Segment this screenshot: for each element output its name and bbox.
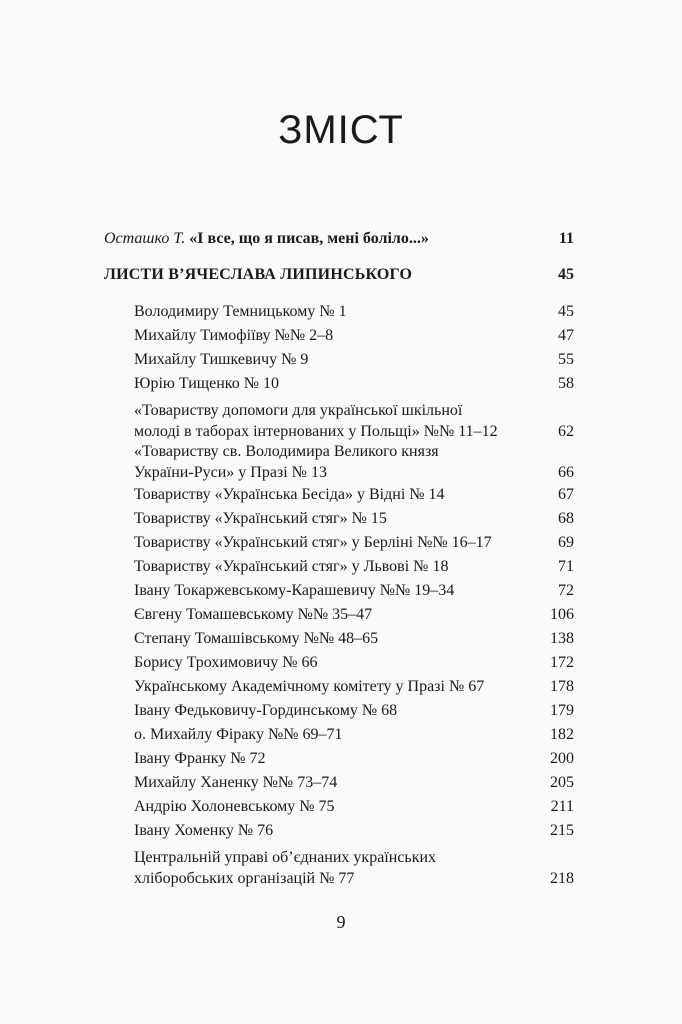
toc-entry-title <box>134 847 574 889</box>
toc-entry-page: 218 <box>550 870 574 887</box>
toc-section-heading <box>104 264 574 285</box>
toc-entry-page: 47 <box>558 327 574 344</box>
toc-entry-line1: Борису Трохимовичу № 66 <box>134 654 318 671</box>
toc-entry <box>134 325 574 346</box>
toc-entry-page: 106 <box>550 606 574 623</box>
toc-entry <box>134 820 574 841</box>
toc-entry-title <box>134 325 574 346</box>
toc-entry-intro <box>104 228 574 249</box>
toc-entry-line1: Товариству «Українська Бесіда» у Відні № 14 <box>134 486 445 503</box>
toc-entry <box>134 400 574 442</box>
toc-entry-line1: «Товариству допомоги для української шкільної <box>134 402 463 419</box>
toc-entry-page: 62 <box>558 423 574 440</box>
toc-entry-page: 66 <box>558 464 574 481</box>
toc-entry-title <box>134 349 574 370</box>
toc-entry-line1: Товариству «Український стяг» у Берліні №№ 16–17 <box>134 534 492 551</box>
toc-entry-page: 172 <box>550 654 574 671</box>
toc-entry <box>134 441 574 483</box>
toc-entry <box>134 508 574 529</box>
toc-entry-title <box>134 604 574 625</box>
toc-entry-title <box>134 820 574 841</box>
toc-entry-title <box>134 441 574 483</box>
page-title: ЗМІСТ <box>278 108 404 152</box>
toc-entry-page: 68 <box>558 510 574 527</box>
toc-entry <box>134 700 574 721</box>
toc-entry-line1: Українському Академічному комітету у Празі № 67 <box>134 678 485 695</box>
toc-entry <box>134 604 574 625</box>
toc-entry-line1: Михайлу Тишкевичу № 9 <box>134 351 309 368</box>
toc-entry-line1: Михайлу Тимофіїву №№ 2–8 <box>134 327 334 344</box>
toc-entry-title <box>134 532 574 553</box>
toc-entry <box>134 301 574 322</box>
toc-entry-line2: хліборобських організацій № 77 <box>134 870 355 887</box>
toc-entry-title <box>134 400 574 442</box>
toc-entry-line1: Центральній управі об’єднаних українських <box>134 849 437 866</box>
toc-entry <box>134 676 574 697</box>
toc-entry <box>134 652 574 673</box>
toc-entry-page: 182 <box>550 726 574 743</box>
toc-entry <box>134 580 574 601</box>
toc-entry-page: 72 <box>558 582 574 599</box>
toc-entry-line1: Товариству «Український стяг» у Львові № 18 <box>134 558 449 575</box>
toc-entry <box>134 772 574 793</box>
toc-entry-page: 211 <box>550 798 574 815</box>
page-number: 9 <box>336 912 346 932</box>
toc-entry-line1: Івану Хоменку № 76 <box>134 822 274 839</box>
toc-entry-title <box>134 628 574 649</box>
toc-entry-title <box>134 748 574 769</box>
toc-entry <box>134 532 574 553</box>
toc-entry <box>134 484 574 505</box>
toc-entry-line1: Євгену Томашевському №№ 35–47 <box>134 606 373 623</box>
toc-entry-line2: молоді в таборах інтернованих у Польщі» №№ 11–12 <box>134 423 498 440</box>
toc-entry-page: 58 <box>558 375 574 392</box>
toc-entry-line1: Юрію Тищенко № 10 <box>134 375 279 392</box>
intro-author: Осташко Т. <box>104 230 186 247</box>
toc-entry-title <box>134 373 574 394</box>
toc-entry-page: 69 <box>558 534 574 551</box>
toc-entry-title <box>134 676 574 697</box>
toc-entry-page: 178 <box>550 678 574 695</box>
toc-entry-title <box>134 556 574 577</box>
toc-entry-line1: Володимиру Темницькому № 1 <box>134 303 347 320</box>
section-label: ЛИСТИ В’ЯЧЕСЛАВА ЛИПИНСЬКОГО <box>104 266 413 283</box>
toc-entry-line1: Івану Федьковичу-Гординському № 68 <box>134 702 398 719</box>
toc-entry-page: 45 <box>558 303 574 320</box>
toc-entry-page: 71 <box>558 558 574 575</box>
toc-entry-page: 55 <box>558 351 574 368</box>
toc-entry-line1: Степану Томашівському №№ 48–65 <box>134 630 379 647</box>
intro-page: 11 <box>558 230 574 247</box>
toc-entry <box>134 349 574 370</box>
toc-entry-page: 205 <box>550 774 574 791</box>
toc-entry-line1: «Товариству св. Володимира Великого князя <box>134 443 439 460</box>
toc-entry-title <box>134 652 574 673</box>
toc-entry-line1: Андрію Холоневському № 75 <box>134 798 335 815</box>
toc-entry-title <box>134 796 574 817</box>
toc-entry-page: 179 <box>550 702 574 719</box>
toc-entry-title <box>134 724 574 745</box>
toc-entry-page: 200 <box>550 750 574 767</box>
toc-entry-page: 67 <box>558 486 574 503</box>
toc-entry-title <box>134 301 574 322</box>
toc-entry-title <box>134 772 574 793</box>
toc-entry <box>134 847 574 889</box>
toc-entry <box>134 796 574 817</box>
toc-entry-page: 215 <box>550 822 574 839</box>
toc-entry-title <box>134 700 574 721</box>
intro-title: «І все, що я писав, мені боліло...» <box>189 230 429 247</box>
toc-entry-title <box>134 508 574 529</box>
toc-entry <box>134 628 574 649</box>
section-page: 45 <box>558 266 574 283</box>
toc-entry-title <box>134 580 574 601</box>
toc-entry-line1: о. Михайлу Фіраку №№ 69–71 <box>134 726 343 743</box>
toc-entry-title <box>134 484 574 505</box>
toc-entry <box>134 724 574 745</box>
toc-entry-line1: Івану Токаржевському-Карашевичу №№ 19–34 <box>134 582 455 599</box>
toc-entry <box>134 556 574 577</box>
toc-entry-line1: Товариству «Український стяг» № 15 <box>134 510 387 527</box>
toc-entry-line1: Михайлу Ханенку №№ 73–74 <box>134 774 338 791</box>
toc-entry <box>134 748 574 769</box>
toc-entry-page: 138 <box>550 630 574 647</box>
toc-entry-line2: України-Руси» у Празі № 13 <box>134 464 327 481</box>
toc-entry-line1: Івану Франку № 72 <box>134 750 266 767</box>
toc-entry <box>134 373 574 394</box>
